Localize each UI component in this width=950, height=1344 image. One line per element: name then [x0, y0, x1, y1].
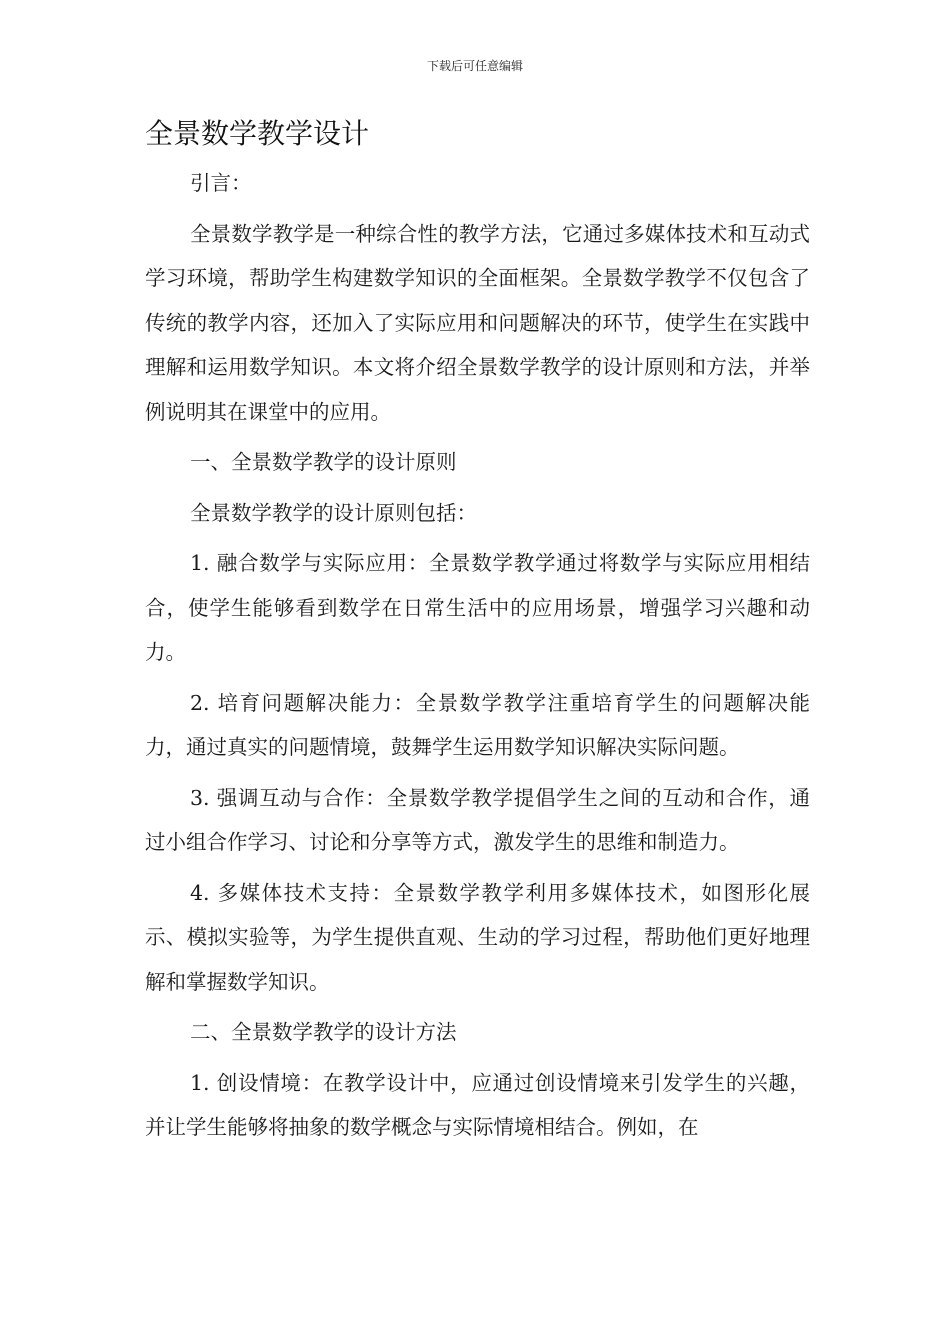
section-heading-principles: 一、全景数学教学的设计原则: [190, 450, 457, 474]
paragraph-principles-lead: 全景数学教学的设计原则包括：: [190, 500, 477, 525]
list-item-principle-4: 4. 多媒体技术支持：全景数学教学利用多媒体技术，如图形化展示、模拟实验等，为学生提供直观、生动的学习过程，帮助他们更好地理解和掌握数学知识。: [145, 880, 810, 994]
list-item-method-1: 1. 创设情境：在教学设计中，应通过创设情境来引发学生的兴趣，并让学生能够将抽象的数学概念与实际情境相结合。例如，在: [145, 1070, 810, 1139]
document-title: 全景数学教学设计: [145, 117, 370, 150]
paragraph-intro: 全景数学教学是一种综合性的教学方法，它通过多媒体技术和互动式学习环境，帮助学生构建数学知识的全面框架。全景数学教学不仅包含了传统的教学内容，还加入了实际应用和问题解决的环节，使学生在实践中理解和运用数学知识。本文将介绍全景数学教学的设计原则和方法，并举例说明其在课堂中的应用。: [145, 221, 810, 424]
list-item-principle-1: 1. 融合数学与实际应用：全景数学教学通过将数学与实际应用相结合，使学生能够看到数学在日常生活中的应用场景，增强学习兴趣和动力。: [145, 551, 810, 664]
paragraph-intro-label: 引言：: [190, 171, 252, 195]
list-item-principle-2: 2. 培育问题解决能力：全景数学教学注重培育学生的问题解决能力，通过真实的问题情境，鼓舞学生运用数学知识解决实际问题。: [145, 690, 810, 759]
document-body: [145, 161, 810, 1156]
page-header-note: 下载后可任意编辑: [426, 59, 523, 73]
list-item-principle-3: 3. 强调互动与合作：全景数学教学提倡学生之间的互动和合作，通过小组合作学习、讨论和分享等方式，激发学生的思维和制造力。: [145, 785, 810, 854]
section-heading-methods: 二、全景数学教学的设计方法: [190, 1020, 457, 1044]
